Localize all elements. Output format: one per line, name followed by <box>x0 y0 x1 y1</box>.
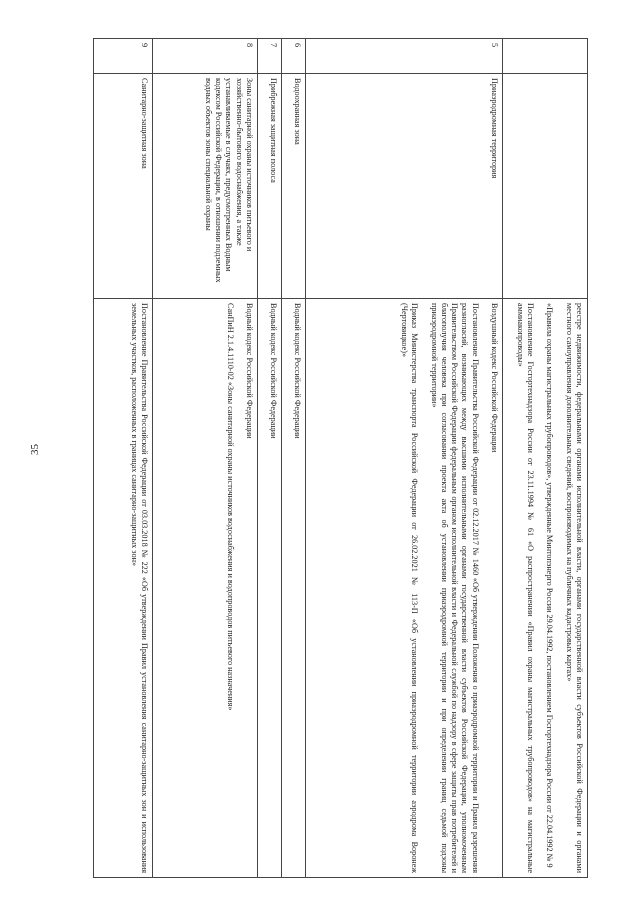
legal-documents <box>282 299 306 878</box>
document-text: Постановление Правительства Российской Федерации от 03.03.2018 № 222 «Об утверждении Правил установления санитарно-защитных зон и использования земельных участков, расположенных в границах санитарно-защитных зон» <box>129 303 149 873</box>
document-text: Постановление Правительства Российской Федерации от 02.12.2017 № 1460 «Об утверждении Положения о приаэродромной территории и Правил разрешения разногласий, возникающих между высшими исполнительными органами государственной власти субъектов Российской Федерации, уполномоченным Правительством Российской Федерации федеральным органом исполнительной власти и Федеральной службой по надзору в сфере защиты прав потребителей и благополучия человека при согласовании проекта акта об установлении приаэродромной территории и при определении границ седьмой подзоны приаэродромной территории» <box>429 303 480 873</box>
legal-documents <box>306 299 503 878</box>
legal-documents <box>503 299 588 878</box>
legal-documents <box>153 299 258 878</box>
legal-basis-table <box>93 38 588 878</box>
document-text: Воздушный кодекс Российской Федерации <box>490 303 499 453</box>
row-number: 6 <box>282 39 306 74</box>
table-row <box>94 39 153 878</box>
zone-name: Санитарно-защитная зона <box>94 74 153 299</box>
document-text: реестре недвижимости, федеральными органами исполнительной власти, органами государственной власти субъектов Российской Федерации и органами местного самоуправления дополнительных сведений, воспроизводимых на публичных кадастровых картах» <box>564 303 584 873</box>
document-text: Водный кодекс Российской Федерации <box>245 303 254 439</box>
page-number: 35 <box>29 444 41 455</box>
row-number <box>503 39 588 74</box>
zone-name: Приаэродромная территория <box>306 74 503 299</box>
document-text: Приказ Министерства транспорта Российской Федерации от 26.02.2021 № 113-П «Об установлении приаэродромной территории аэродрома Воронеж (Чертовицкое)» <box>400 303 420 873</box>
legal-documents <box>258 299 282 878</box>
document-text: Постановление Госгортехнадзора России от 23.11.1994 № 61 «О распространении «Правил охраны магистральных трубопроводов» на магистральные аммиакопроводы» <box>516 303 536 873</box>
table-row <box>306 39 503 878</box>
table-row <box>258 39 282 878</box>
document-text: «Правила охраны магистральных трубопроводов», утвержденные Минтопэнерго России 29.04.1992, постановлением Госгортехнадзора России от 22.04.1992 № 9 <box>545 303 555 868</box>
rotated-page-content <box>53 38 588 878</box>
row-number: 5 <box>306 39 503 74</box>
document-text: Водный кодекс Российской Федерации <box>293 303 302 439</box>
zone-name: Прибрежная защитная полоса <box>258 74 282 299</box>
legal-documents <box>94 299 153 878</box>
row-number: 9 <box>94 39 153 74</box>
zone-name <box>503 74 588 299</box>
row-number: 8 <box>153 39 258 74</box>
document-text: СанПиН 2.1.4.1110-02 «Зоны санитарной охраны источников водоснабжения и водопроводов питьевого назначения» <box>225 303 235 711</box>
zone-name: Зоны санитарной охраны источников питьевого и хозяйственно-бытового водоснабжения, а также устанавливаемые в случаях, предусмотренных Водным кодексом Российской Федерации, в отношении подземных водных объектов зоны специальной охраны <box>153 74 258 299</box>
row-number: 7 <box>258 39 282 74</box>
table-row <box>282 39 306 878</box>
table-row <box>153 39 258 878</box>
document-text: Водный кодекс Российской Федерации <box>269 303 278 439</box>
zone-name: Водоохранная зона <box>282 74 306 299</box>
table-row <box>503 39 588 878</box>
